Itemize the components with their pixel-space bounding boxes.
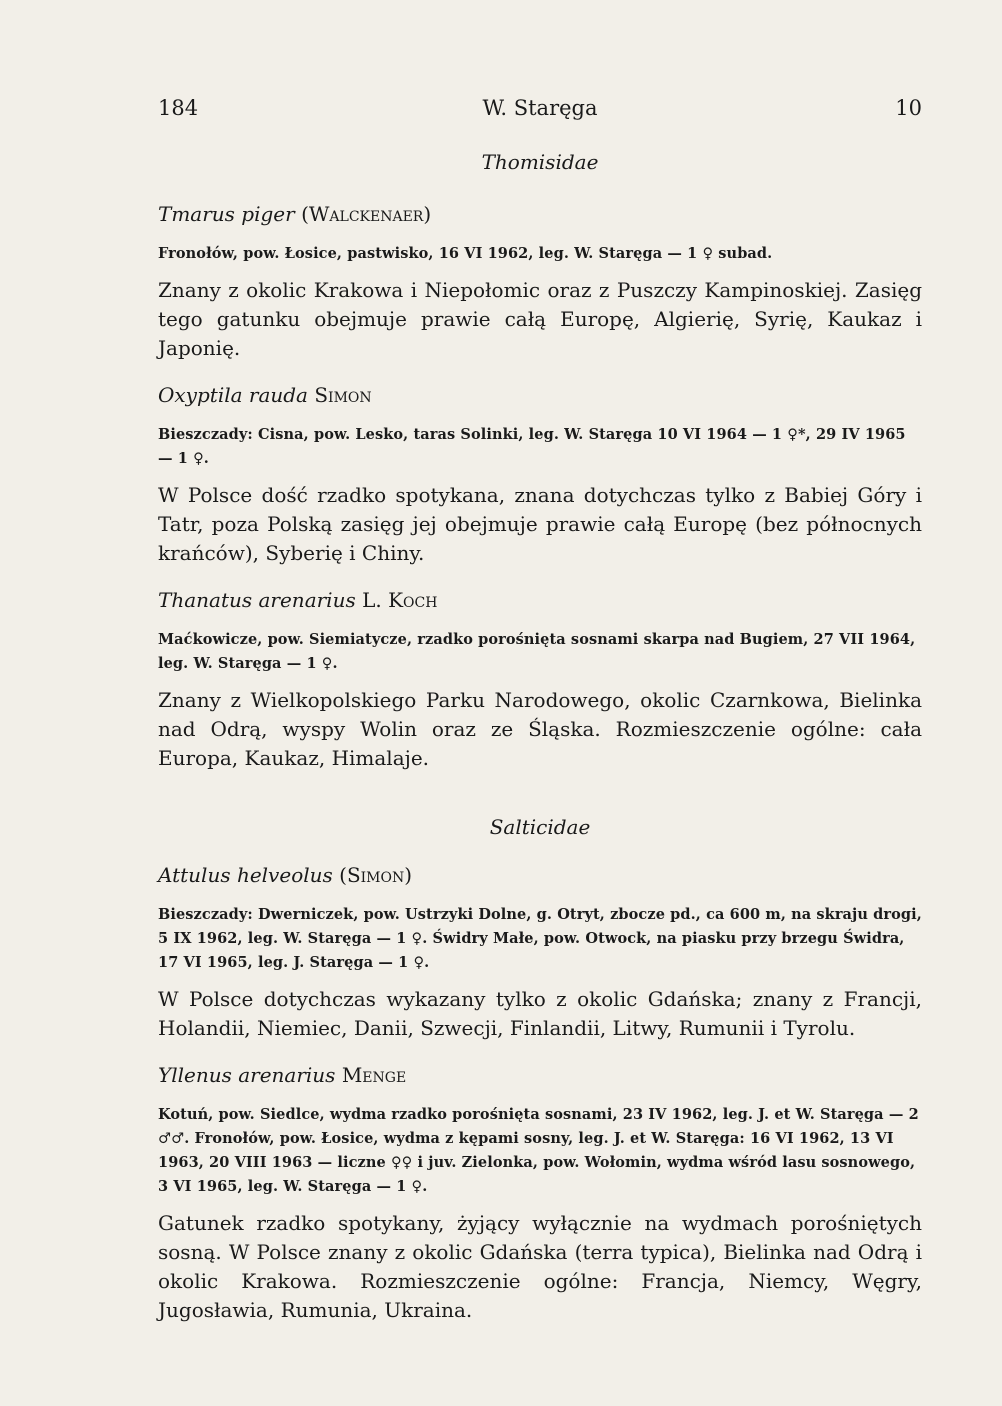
species-author: (Simon): [339, 863, 413, 887]
species-author: (Walckenaer): [301, 202, 432, 226]
family-heading: Thomisidae: [481, 150, 599, 174]
species-name: Oxyptila rauda: [158, 383, 308, 407]
species-name: Tmarus piger: [158, 202, 295, 226]
species-heading: [158, 202, 922, 226]
species-notes: Znany z okolic Krakowa i Niepołomic oraz z Puszczy Kampinoskiej. Zasięg tego gatunku obejmuje prawie całą Europę, Algierię, Syrię, Kaukaz i Japonię.: [158, 278, 922, 360]
species-heading: [158, 588, 922, 612]
species-notes: Gatunek rzadko spotykany, żyjący wyłącznie na wydmach porośniętych sosną. W Polsce znany z okolic Gdańska (terra typica), Bielinka nad Odrą i okolic Krakowa. Rozmieszczenie ogólne: Francja, Niemcy, Węgry, Jugosławia, Rumunia, Ukraina.: [158, 1211, 922, 1322]
article-body: [158, 150, 922, 1345]
specimen-record: Fronołów, pow. Łosice, pastwisko, 16 VI 1962, leg. W. Staręga — 1 ♀ subad.: [158, 245, 773, 262]
running-author: W. Staręga: [482, 96, 598, 120]
specimen-record: Kotuń, pow. Siedlce, wydma rzadko porośnięta sosnami, 23 IV 1962, leg. J. et W. Staręga — 2 ♂♂. Fronołów, pow. Łosice, wydma z kępami sosny, leg. J. et W. Staręga: 16 VI 1962, 13 VI 1963, 20 VIII 1963 — liczne ♀♀ i juv. Zielonka, pow. Wołomin, wydma wśród lasu sosnowego, 3 VI 1965, leg. W. Staręga — 1 ♀.: [158, 1106, 919, 1195]
species-notes: W Polsce dość rzadko spotykana, znana dotychczas tylko z Babiej Góry i Tatr, poza Polską zasięg jej obejmuje prawie całą Europę (bez północnych krańców), Syberię i Chiny.: [158, 483, 922, 565]
family-heading: Salticidae: [489, 815, 591, 839]
species-author: Simon: [314, 383, 372, 407]
page-number: 184: [158, 96, 199, 120]
species-name: Attulus helveolus: [158, 863, 333, 887]
species-author: Menge: [341, 1063, 407, 1087]
species-heading: [158, 383, 922, 407]
species-name: Yllenus arenarius: [158, 1063, 336, 1087]
specimen-record: Maćkowicze, pow. Siemiatycze, rzadko porośnięta sosnami skarpa nad Bugiem, 27 VII 1964, leg. W. Staręga — 1 ♀.: [158, 631, 916, 672]
species-notes: W Polsce dotychczas wykazany tylko z okolic Gdańska; znany z Francji, Holandii, Niemiec, Danii, Szwecji, Finlandii, Litwy, Rumunii i Tyrolu.: [158, 987, 922, 1040]
section-number: 10: [895, 96, 922, 120]
specimen-record: Bieszczady: Cisna, pow. Lesko, taras Solinki, leg. W. Staręga 10 VI 1964 — 1 ♀*, 29 IV 1965 — 1 ♀.: [158, 426, 906, 467]
species-heading: [158, 863, 922, 887]
running-header: [158, 96, 922, 132]
species-author: L. Koch: [362, 588, 438, 612]
species-heading: [158, 1063, 922, 1087]
species-notes: Znany z Wielkopolskiego Parku Narodowego, okolic Czarnkowa, Bielinka nad Odrą, wyspy Wolin oraz ze Śląska. Rozmieszczenie ogólne: cała Europa, Kaukaz, Himalaje.: [158, 688, 922, 770]
species-name: Thanatus arenarius: [158, 588, 356, 612]
specimen-record: Bieszczady: Dwerniczek, pow. Ustrzyki Dolne, g. Otryt, zbocze pd., ca 600 m, na skraju drogi, 5 IX 1962, leg. W. Staręga — 1 ♀. Świdry Małe, pow. Otwock, na piasku przy brzegu Świdra, 17 VI 1965, leg. J. Staręga — 1 ♀.: [158, 906, 922, 971]
